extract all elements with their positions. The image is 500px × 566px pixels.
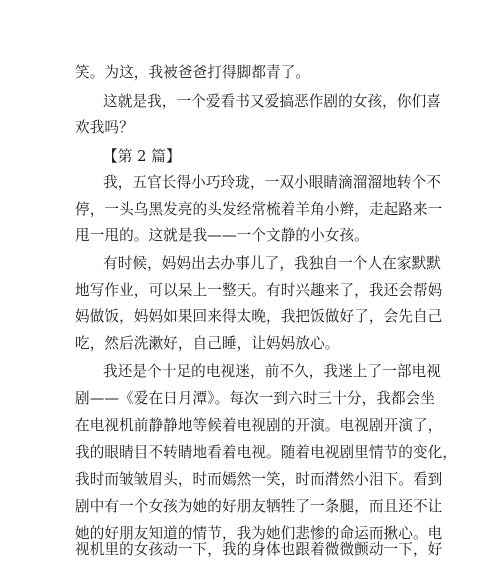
text-line-19: 视机里的女孩动一下，我的身体也跟着微微颤动一下，好 (75, 541, 443, 558)
section-heading: 【第 2 篇】 (103, 148, 181, 165)
text-line-2: 这就是我，一个爱看书又爱搞恶作剧的女孩，你们喜 (103, 93, 441, 110)
text-line-7: 甩一甩的。这就是我——一个文静的小女孩。 (75, 227, 369, 244)
text-line-12: 我还是个十足的电视迷，前不久，我迷上了一部电视 (103, 363, 441, 380)
text-line-13: 剧——《爱在日月潭》。每次一到六时三十分，我都会坐 (75, 390, 436, 407)
text-line-5: 我，五官长得小巧玲珑，一双小眼睛滴溜溜地转个不 (103, 174, 441, 191)
text-line-8: 有时候，妈妈出去办事儿了，我独自一个人在家默默 (103, 255, 441, 272)
text-line-14: 在电视机前静静地等候着电视剧的开演。电视剧开演了， (75, 417, 443, 434)
text-line-17: 剧中有一个女孩为她的好朋友牺牲了一条腿，而且还不让 (75, 498, 443, 515)
text-line-18: 她的好朋友知道的情节，我为她们悲惨的命运而揪心。电 (75, 525, 443, 542)
text-line-16: 我时而皱皱眉头，时而嫣然一笑，时而潸然小泪下。看到 (75, 471, 443, 488)
text-line-9: 地写作业，可以呆上一整天。有时兴趣来了，我还会帮妈 (75, 282, 443, 299)
text-line-6: 停，一头乌黑发亮的头发经常梳着羊角小辫，走起路来一 (75, 201, 443, 218)
text-line-15: 我的眼睛目不转睛地看着电视。随着电视剧里情节的变化， (75, 444, 458, 461)
text-line-11: 吃，然后洗漱好，自己睡，让妈妈放心。 (75, 335, 340, 352)
text-line-10: 妈做饭，妈妈如果回来得太晚，我把饭做好了，会先自己 (75, 308, 443, 325)
text-line-1: 笑。为这，我被爸爸打得脚都青了。 (75, 64, 311, 81)
text-line-3: 欢我吗？ (75, 119, 134, 136)
